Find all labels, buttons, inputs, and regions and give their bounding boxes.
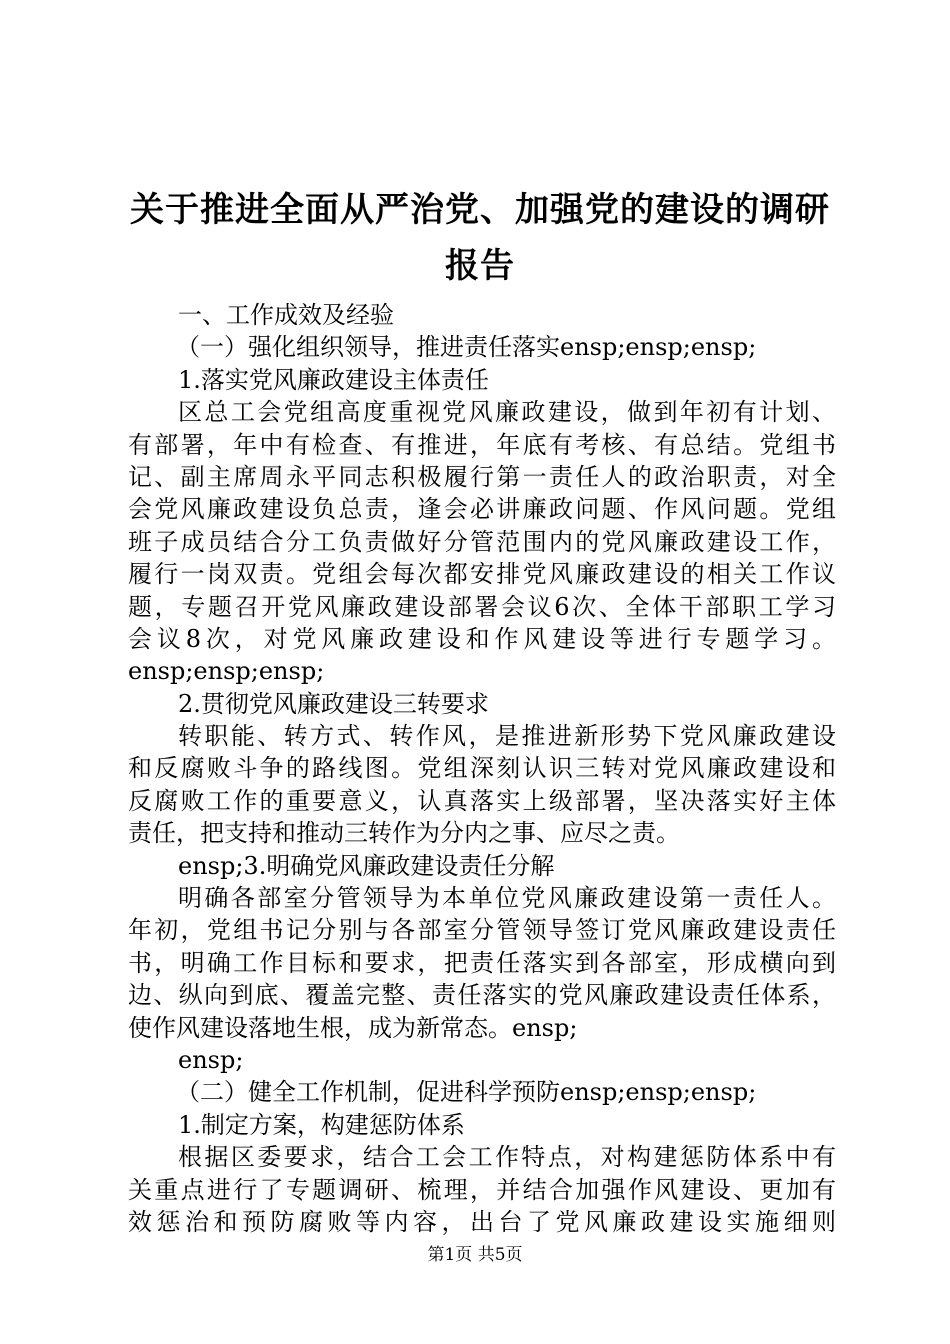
paragraph-line: 会党风廉政建设负总责，逢会必讲廉政问题、作风问题。党组 xyxy=(128,495,836,524)
paragraph-line: 转职能、转方式、转作风，是推进新形势下党风廉政建设 xyxy=(178,722,836,751)
subsection-heading: （一）强化组织领导，推进责任落实ensp;ensp;ensp; xyxy=(176,333,757,362)
item-heading: 2.贯彻党风廉政建设三转要求 xyxy=(178,689,489,718)
paragraph-line: 题，专题召开党风廉政建设部署会议6次、全体干部职工学习 xyxy=(128,592,836,621)
document-title-line-1: 关于推进全面从严治党、加强党的建设的调研 xyxy=(130,190,830,230)
paragraph-line: 关重点进行了专题调研、梳理，并结合加强作风建设、更加有 xyxy=(128,1175,836,1204)
item-heading: 1.制定方案，构建惩防体系 xyxy=(178,1110,465,1139)
paragraph-line: 班子成员结合分工负责做好分管范围内的党风廉政建设工作， xyxy=(128,527,836,556)
paragraph-line: 书，明确工作目标和要求，把责任落实到各部室，形成横向到 xyxy=(128,948,836,977)
paragraph-line: 区总工会党组高度重视党风廉政建设，做到年初有计划、 xyxy=(178,398,836,427)
section-heading: 一、工作成效及经验 xyxy=(178,301,394,329)
paragraph-line: 使作风建设落地生根，成为新常态。ensp; xyxy=(128,1013,578,1042)
item-heading: 1.落实党风廉政建设主体责任 xyxy=(178,365,489,394)
paragraph-line: 根据区委要求，结合工会工作特点，对构建惩防体系中有 xyxy=(178,1143,836,1172)
paragraph-line: 效惩治和预防腐败等内容，出台了党风廉政建设实施细则 xyxy=(128,1207,836,1236)
paragraph-line: 边、纵向到底、覆盖完整、责任落实的党风廉政建设责任体系， xyxy=(128,981,836,1010)
item-heading: ensp;3.明确党风廉政建设责任分解 xyxy=(178,851,555,880)
paragraph-line: 有部署，年中有检查、有推进，年底有考核、有总结。党组书 xyxy=(128,430,836,459)
document-body xyxy=(128,299,836,1238)
paragraph-line: 会议8次，对党风廉政建设和作风建设等进行专题学习。 xyxy=(128,624,836,653)
subsection-heading: （二）健全工作机制，促进科学预防ensp;ensp;ensp; xyxy=(176,1078,757,1107)
paragraph-line: ensp;ensp;ensp; xyxy=(128,657,325,686)
page-number-footer: 第1页 共5页 xyxy=(427,1245,523,1265)
paragraph-line: 履行一岗双责。党组会每次都安排党风廉政建设的相关工作议 xyxy=(128,560,836,589)
paragraph-line: 记、副主席周永平同志积极履行第一责任人的政治职责，对全 xyxy=(128,462,836,491)
paragraph-line: 和反腐败斗争的路线图。党组深刻认识三转对党风廉政建设和 xyxy=(128,754,836,783)
paragraph-line: 反腐败工作的重要意义，认真落实上级部署，坚决落实好主体 xyxy=(128,786,836,815)
paragraph-line: 明确各部室分管领导为本单位党风廉政建设第一责任人。 xyxy=(178,884,836,913)
paragraph-line: 责任，把支持和推动三转作为分内之事、应尽之责。 xyxy=(128,819,680,848)
paragraph-line: ensp; xyxy=(178,1045,244,1074)
document-title-line-2: 报告 xyxy=(445,246,515,286)
paragraph-line: 年初，党组书记分别与各部室分管领导签订党风廉政建设责任 xyxy=(128,916,836,945)
